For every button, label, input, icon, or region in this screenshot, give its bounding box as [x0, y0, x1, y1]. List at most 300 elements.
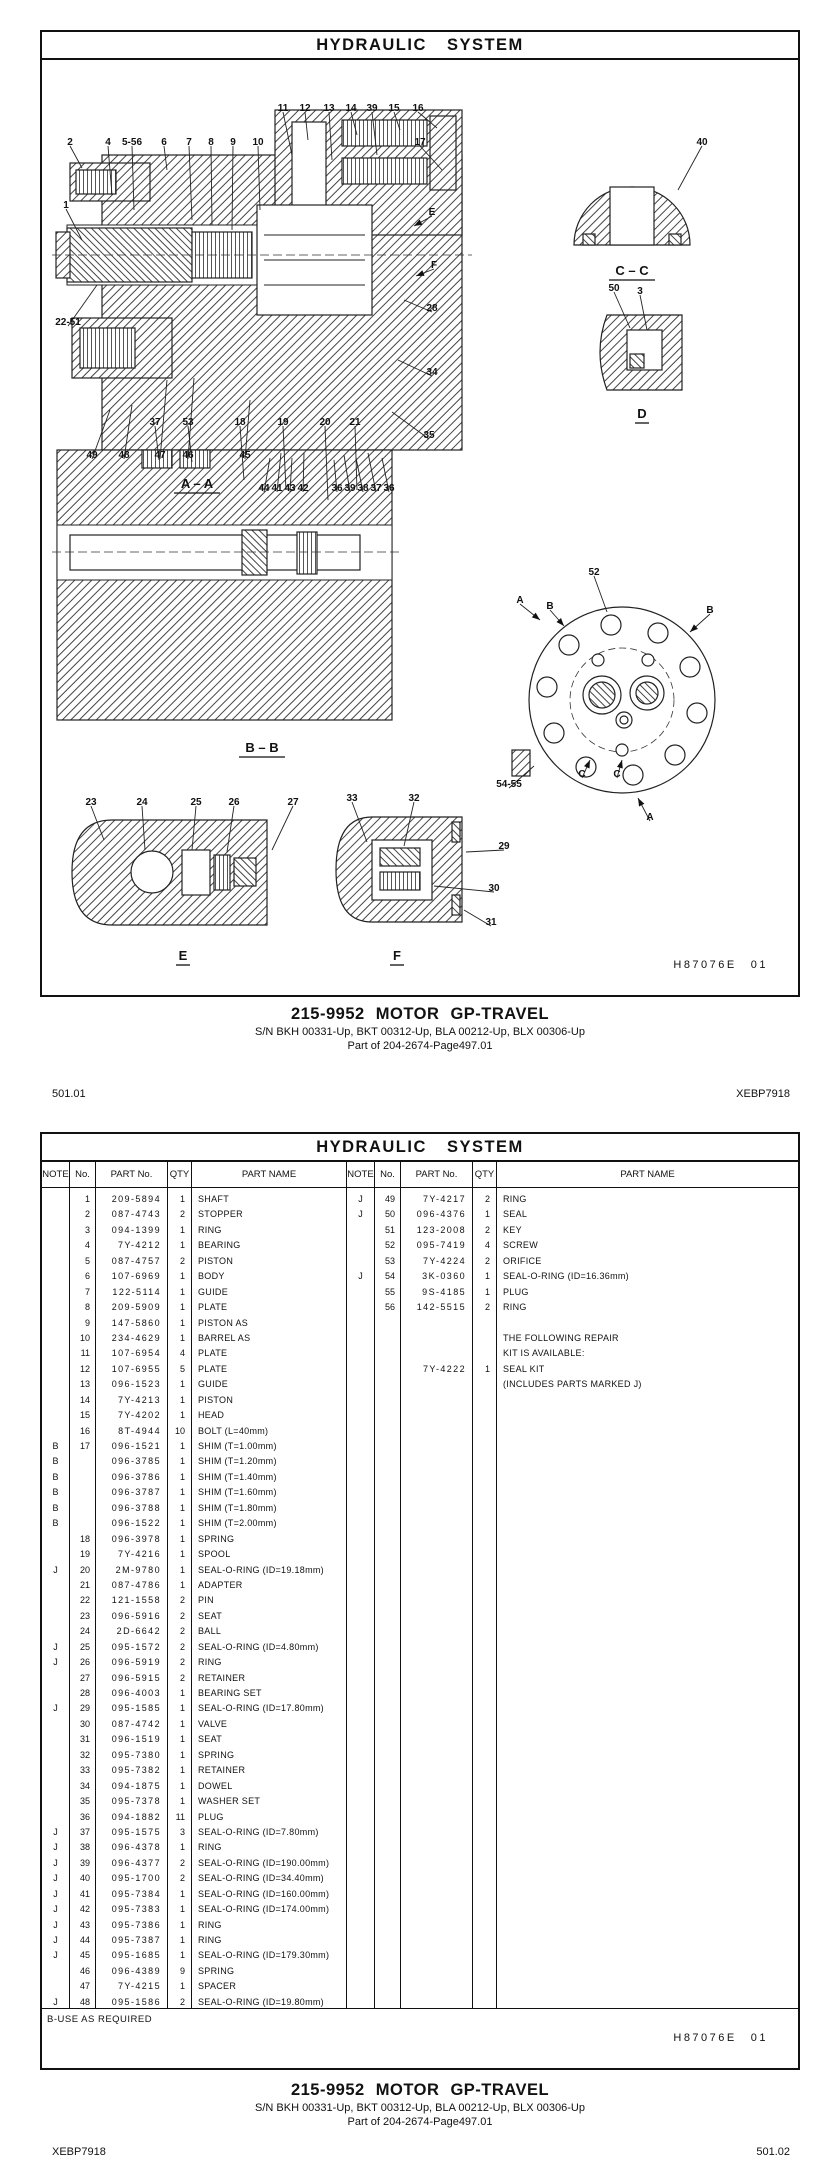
cell-qty [473, 1655, 496, 1670]
cell-qty [473, 1640, 496, 1655]
callout-26: 26 [228, 797, 240, 808]
cell-qty: 4 [179, 1348, 185, 1359]
cell-note [42, 1578, 69, 1593]
cell-qty: 1 [179, 1579, 185, 1590]
cell-qty: 1 [179, 1224, 185, 1235]
cell-no-: 13 [79, 1379, 90, 1390]
cell-note [347, 1624, 374, 1639]
section-e-view [72, 820, 267, 925]
cell-qty: 1 [179, 1240, 185, 1251]
callout-49: 49 [86, 450, 98, 461]
cell-note: J [358, 1271, 363, 1282]
column-part-name [192, 1162, 347, 1187]
cell-no-: 21 [79, 1579, 90, 1590]
cell-no-: 7 [84, 1286, 90, 1297]
cell-part-name [497, 1979, 798, 1994]
cell-no- [375, 1763, 400, 1778]
cell-note [42, 1285, 69, 1300]
cell-part-no- [401, 1918, 472, 1933]
cell-part-name: SHIM (T=1.40mm) [198, 1471, 277, 1482]
cell-part-no-: 087-4757 [111, 1255, 161, 1266]
cell-no- [375, 1516, 400, 1531]
cell-qty: 1 [179, 1564, 185, 1575]
callout-24: 24 [136, 797, 148, 808]
cell-qty: 1 [179, 1904, 185, 1915]
cell-note: J [53, 1873, 58, 1884]
cell-qty: 1 [179, 1441, 185, 1451]
section-label-f: F [393, 948, 401, 963]
cell-part-no-: 209-5909 [111, 1302, 161, 1313]
cell-part-name: SEAL-O-RING (ID=34.40mm) [198, 1873, 324, 1884]
cell-part-name [497, 1810, 798, 1825]
cell-note [347, 1501, 374, 1516]
cell-part-no-: 087-4742 [111, 1718, 161, 1729]
cell-note [42, 1779, 69, 1794]
cell-no-: 8 [84, 1302, 90, 1313]
cell-no-: 10 [79, 1332, 90, 1343]
cell-note [347, 1578, 374, 1593]
cell-qty: 1 [179, 1487, 185, 1498]
cell-part-no-: 094-1399 [111, 1224, 161, 1235]
cell-part-name [497, 1454, 798, 1469]
callout-45: 45 [239, 450, 251, 461]
column-part-name [192, 1188, 347, 2008]
cell-part-name: SEAL-O-RING (ID=174.00mm) [198, 1904, 330, 1915]
cell-part-no- [401, 1887, 472, 1902]
cell-qty: 1 [179, 1734, 185, 1745]
callout-47: 47 [154, 450, 166, 461]
leader-line [594, 576, 607, 612]
callout-29: 29 [498, 841, 510, 852]
cell-part-name: SEAL KIT [503, 1363, 545, 1374]
column-header: QTY [169, 1169, 190, 1180]
column-part-name [497, 1162, 798, 1187]
cell-part-name: SEAL-O-RING (ID=7.80mm) [198, 1826, 319, 1837]
cell-note [347, 1485, 374, 1500]
callout-44: 44 [258, 483, 270, 494]
callout-53: 53 [182, 417, 194, 428]
cell-no- [375, 1887, 400, 1902]
cell-note [42, 1717, 69, 1732]
cell-part-name [497, 1763, 798, 1778]
cell-note [42, 1810, 69, 1825]
parts-table-body [42, 1188, 798, 2008]
column-header: NOTE [347, 1169, 374, 1180]
cell-note [347, 1701, 374, 1716]
cell-qty [473, 1439, 496, 1454]
figure-serial-range: S/N BKH 00331-Up, BKT 00312-Up, BLA 00212-Up, BLX 00306-Up [255, 2101, 585, 2114]
cell-no-: 34 [79, 1780, 90, 1791]
cell-qty: 2 [484, 1302, 490, 1313]
cell-qty [473, 1516, 496, 1531]
callout-c: C [578, 769, 586, 780]
cell-part-name: (INCLUDES PARTS MARKED J) [503, 1379, 642, 1390]
section-c-c-view [574, 187, 690, 245]
cell-no- [375, 1439, 400, 1454]
cell-part-no-: 095-1572 [111, 1641, 161, 1652]
callout-7: 7 [186, 137, 192, 148]
table-half-rgt [347, 1162, 798, 1187]
cell-part-no-: 094-1882 [111, 1811, 161, 1822]
cell-part-name [497, 1732, 798, 1747]
cell-part-no-: 096-4378 [111, 1842, 161, 1853]
cell-note: J [53, 1950, 58, 1961]
cell-note [347, 1346, 374, 1361]
cell-part-no-: 095-7378 [111, 1796, 161, 1807]
cell-note [347, 1840, 374, 1855]
cell-part-no-: 096-1523 [111, 1379, 161, 1390]
section-label-aa: A – A [180, 476, 214, 491]
cell-part-name: SEAL-O-RING (ID=17.80mm) [198, 1703, 324, 1714]
cell-no- [375, 1856, 400, 1871]
cell-note: B [52, 1487, 59, 1498]
cell-part-name [497, 1856, 798, 1871]
cell-part-name [497, 1563, 798, 1578]
column-no- [375, 1188, 401, 2008]
callout-10: 10 [252, 137, 264, 148]
end-view [512, 607, 715, 793]
cell-qty: 4 [484, 1240, 490, 1251]
callout-12: 12 [299, 103, 311, 114]
cell-note [347, 1316, 374, 1331]
cell-part-no-: 123-2008 [416, 1224, 466, 1235]
cell-part-no- [401, 1316, 472, 1331]
cell-qty: 2 [484, 1224, 490, 1235]
cell-qty: 2 [179, 1255, 185, 1266]
table-half-rgt [347, 1188, 798, 2008]
cell-part-name [497, 1794, 798, 1809]
cell-note [42, 1269, 69, 1284]
plate-rev: 01 [750, 959, 768, 971]
cell-qty: 1 [484, 1209, 490, 1220]
cell-note [42, 1671, 69, 1686]
callout-27: 27 [287, 797, 299, 808]
cell-note [42, 1964, 69, 1979]
plate-code-text: H87076E [673, 2032, 737, 2044]
cell-note [347, 1779, 374, 1794]
cell-note [347, 1408, 374, 1423]
section-f-view [336, 817, 462, 922]
cell-no-: 46 [79, 1965, 90, 1976]
cell-part-name [497, 1593, 798, 1608]
callout-21: 21 [349, 417, 361, 428]
cell-qty [473, 1918, 496, 1933]
parts-table-header [42, 1162, 798, 1188]
cell-part-name: THE FOLLOWING REPAIR [503, 1332, 619, 1343]
cell-no- [375, 1686, 400, 1701]
cell-part-name: BEARING [198, 1240, 241, 1251]
cell-no-: 39 [79, 1857, 90, 1868]
column-header: NOTE [42, 1169, 69, 1180]
column-no- [70, 1162, 96, 1187]
cell-part-name: WASHER SET [198, 1796, 261, 1807]
cell-note [347, 1887, 374, 1902]
cell-part-name: SHIM (T=1.60mm) [198, 1487, 277, 1498]
cell-part-name: GUIDE [198, 1286, 229, 1297]
cell-part-no-: 096-1522 [111, 1518, 161, 1529]
cell-no-: 44 [79, 1935, 90, 1945]
figure-title: 215-9952 MOTOR GP-TRAVEL [290, 1005, 550, 1023]
cell-part-no- [401, 1609, 472, 1624]
cell-no-: 45 [79, 1950, 90, 1961]
cell-part-name [497, 1516, 798, 1531]
cell-note [42, 1763, 69, 1778]
callout-40: 40 [696, 137, 708, 148]
cell-part-name [497, 1717, 798, 1732]
cell-part-no-: 095-7387 [111, 1935, 161, 1945]
cell-part-no-: 7Y-4222 [422, 1363, 466, 1374]
cell-part-name [497, 1871, 798, 1886]
cell-qty [473, 1532, 496, 1547]
callout-52: 52 [588, 567, 600, 578]
cell-note [42, 1223, 69, 1238]
cell-part-no- [401, 1393, 472, 1408]
cell-note [42, 1686, 69, 1701]
cell-note [347, 1717, 374, 1732]
cell-part-name: PISTON AS [198, 1317, 249, 1328]
cell-note [347, 1516, 374, 1531]
cell-no-: 56 [384, 1302, 395, 1313]
callout-30: 30 [488, 883, 500, 894]
cell-qty [473, 1454, 496, 1469]
cell-note: J [53, 1857, 58, 1868]
cell-note: B [52, 1518, 59, 1529]
cell-no- [375, 1871, 400, 1886]
cell-note [347, 1686, 374, 1701]
section-label-cc: C – C [615, 263, 649, 278]
cell-part-name [497, 1964, 798, 1979]
cell-no- [375, 1377, 400, 1392]
cell-qty: 2 [179, 1626, 185, 1637]
leader-line [272, 806, 293, 850]
cell-part-no- [401, 1454, 472, 1469]
cell-no- [375, 1408, 400, 1423]
cell-part-no- [401, 1655, 472, 1670]
cell-qty [473, 1995, 496, 2008]
cell-note [347, 1732, 374, 1747]
cell-note [42, 1424, 69, 1439]
cell-qty: 1 [179, 1919, 185, 1930]
callout-e: E [428, 207, 436, 218]
cell-qty [473, 1794, 496, 1809]
cell-part-name: GUIDE [198, 1379, 229, 1390]
cell-note [347, 1254, 374, 1269]
cell-part-no-: 096-5919 [111, 1657, 161, 1668]
cell-qty [473, 1593, 496, 1608]
cell-part-name: SPRING [198, 1965, 235, 1976]
cell-qty: 1 [179, 1502, 185, 1513]
cell-note [347, 1871, 374, 1886]
cell-qty: 1 [484, 1271, 490, 1282]
callout-5-56: 5-56 [121, 137, 143, 148]
column-header: PART No. [415, 1169, 458, 1180]
cell-qty: 1 [179, 1317, 185, 1328]
cell-qty: 1 [179, 1718, 185, 1729]
cell-no-: 12 [79, 1363, 90, 1374]
cell-no- [375, 1593, 400, 1608]
cell-no-: 37 [79, 1826, 90, 1837]
cell-no-: 43 [79, 1919, 90, 1930]
cell-no- [375, 1748, 400, 1763]
cell-qty: 2 [179, 1996, 185, 2007]
cell-note: B [52, 1471, 59, 1482]
cell-qty: 2 [179, 1610, 185, 1621]
callout-b: B [546, 601, 554, 612]
cell-no- [375, 1933, 400, 1948]
cell-note: J [358, 1209, 363, 1220]
figure-part-of: Part of 204-2674-Page497.01 [347, 2116, 493, 2129]
cell-qty [473, 1717, 496, 1732]
cell-note [347, 1671, 374, 1686]
cell-part-no-: 7Y-4216 [117, 1549, 161, 1560]
cell-note [347, 1593, 374, 1608]
cell-part-no- [401, 1717, 472, 1732]
section-label-d: D [637, 406, 647, 421]
cell-note [347, 1810, 374, 1825]
cell-part-name [497, 1408, 798, 1423]
cell-part-name [497, 1547, 798, 1562]
cell-part-name [497, 1609, 798, 1624]
cell-qty: 1 [179, 1194, 185, 1204]
cell-note [347, 1763, 374, 1778]
cell-no-: 32 [79, 1749, 90, 1760]
cell-no-: 3 [84, 1224, 90, 1235]
hydraulic-diagram [42, 60, 797, 996]
cell-note [347, 1979, 374, 1994]
column-header: PART NAME [620, 1169, 675, 1180]
cell-no- [375, 1362, 400, 1377]
cell-no- [375, 1532, 400, 1547]
callout-48: 48 [118, 450, 130, 461]
cell-part-no-: 3K-0360 [422, 1271, 466, 1282]
callout-43: 43 [284, 483, 296, 494]
cell-part-no-: 087-4743 [111, 1209, 161, 1220]
cell-qty [473, 1933, 496, 1948]
cell-note: J [53, 1842, 58, 1853]
cell-part-no- [401, 1979, 472, 1994]
cell-no-: 55 [384, 1286, 395, 1297]
cell-part-name: DOWEL [198, 1780, 233, 1791]
cell-part-no-: 107-6954 [111, 1348, 161, 1359]
section-d-view [600, 315, 682, 390]
cell-part-name [497, 1424, 798, 1439]
cell-no- [375, 1979, 400, 1994]
cell-part-name [497, 1470, 798, 1485]
cell-part-name [497, 1671, 798, 1686]
cell-part-name [497, 1701, 798, 1716]
cell-part-name: RETAINER [198, 1765, 246, 1776]
cell-note: J [53, 1935, 58, 1945]
cell-note: J [53, 1641, 58, 1652]
cell-no- [375, 1995, 400, 2008]
cell-qty [473, 1331, 496, 1346]
column-part-no- [96, 1188, 168, 2008]
cell-part-name: SHIM (T=1.80mm) [198, 1502, 277, 1513]
callout-22-51: 22-51 [55, 317, 81, 328]
callout-19: 19 [277, 417, 289, 428]
callout-a: A [646, 812, 654, 823]
cell-part-no-: 095-1700 [111, 1873, 161, 1884]
callout-37: 37 [370, 483, 382, 494]
cell-part-name: KEY [503, 1224, 522, 1235]
cell-qty [473, 1748, 496, 1763]
cell-no- [375, 1609, 400, 1624]
cell-note [42, 1192, 69, 1207]
cell-part-no-: 096-1521 [111, 1441, 161, 1451]
cell-part-no-: 095-7380 [111, 1749, 161, 1760]
cell-qty: 1 [179, 1981, 185, 1992]
callout-3: 3 [637, 286, 643, 297]
cell-part-no-: 7Y-4224 [422, 1255, 466, 1266]
cell-no- [375, 1918, 400, 1933]
callout-a: A [516, 595, 524, 606]
cell-qty: 1 [179, 1410, 185, 1421]
section-label-bb: B – B [245, 740, 279, 755]
cell-no-: 33 [79, 1765, 90, 1776]
cell-part-name: PLUG [503, 1286, 529, 1297]
cell-part-no- [401, 1871, 472, 1886]
cell-qty: 2 [179, 1857, 185, 1868]
cell-no-: 17 [79, 1441, 90, 1451]
sheet-title: HYDRAULIC SYSTEM [42, 1134, 798, 1162]
cell-no- [375, 1732, 400, 1747]
cell-part-name: PLATE [198, 1348, 228, 1359]
callout-33: 33 [346, 793, 358, 804]
cell-no-: 41 [79, 1888, 90, 1899]
cell-part-name: ADAPTER [198, 1579, 243, 1590]
cell-part-name: SEAT [198, 1610, 223, 1621]
callout-14: 14 [345, 103, 357, 114]
cell-part-name: RING [198, 1657, 222, 1668]
cell-qty [473, 1547, 496, 1562]
cell-part-no-: 095-1575 [111, 1826, 161, 1837]
cell-part-name [497, 1748, 798, 1763]
cell-qty [473, 1377, 496, 1392]
callout-36: 36 [331, 483, 343, 494]
cell-no- [375, 1563, 400, 1578]
cell-part-no-: 096-3978 [111, 1533, 161, 1544]
cell-part-name: SEAL-O-RING (ID=190.00mm) [198, 1857, 330, 1868]
cell-note [42, 1346, 69, 1361]
cell-no-: 47 [79, 1981, 90, 1992]
cell-part-name: SHIM (T=2.00mm) [198, 1518, 277, 1529]
cell-note [347, 1902, 374, 1917]
cell-no- [375, 1316, 400, 1331]
cell-part-name [497, 1902, 798, 1917]
callout-17: 17 [414, 137, 426, 148]
cell-qty [473, 1902, 496, 1917]
cell-part-name [497, 1624, 798, 1639]
leader-line [678, 146, 702, 190]
cell-note [347, 1856, 374, 1871]
callout-15: 15 [388, 103, 400, 114]
page-number: 501.02 [756, 2146, 790, 2158]
column-part-no- [401, 1162, 473, 1187]
cell-no-: 35 [79, 1796, 90, 1807]
cell-no-: 5 [84, 1255, 90, 1266]
cell-qty: 1 [179, 1302, 185, 1313]
column-header: PART No. [110, 1169, 153, 1180]
cell-no- [375, 1501, 400, 1516]
cell-note [347, 1948, 374, 1963]
cell-part-no-: 107-6969 [111, 1271, 161, 1282]
cell-no-: 51 [384, 1224, 395, 1235]
diagram-sheet [40, 30, 800, 997]
cell-no- [375, 1948, 400, 1963]
cell-qty: 2 [179, 1873, 185, 1884]
cell-qty [473, 1470, 496, 1485]
parts-table-sheet [40, 1132, 800, 2070]
